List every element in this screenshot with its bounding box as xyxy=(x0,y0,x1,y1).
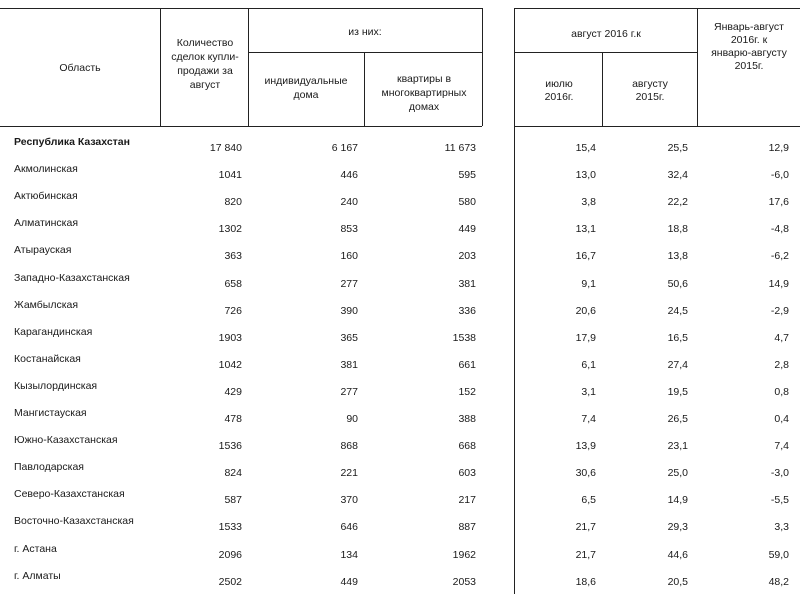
cell-aug: 18,8 xyxy=(667,223,688,235)
cell-aug: 25,0 xyxy=(667,467,688,479)
cell-aug: 50,6 xyxy=(667,278,688,290)
cell-houses: 853 xyxy=(340,223,358,235)
cell-jul: 6,1 xyxy=(581,359,596,371)
cell-ja: -4,8 xyxy=(770,223,789,235)
cell-jul: 7,4 xyxy=(581,413,596,425)
cell-apts: 449 xyxy=(458,223,476,235)
cell-deals: 658 xyxy=(224,278,242,290)
cell-apts: 336 xyxy=(458,305,476,317)
cell-jul: 13,1 xyxy=(575,223,596,235)
cell-houses: 646 xyxy=(340,521,358,533)
cell-houses: 277 xyxy=(340,278,358,290)
cell-ja: 0,4 xyxy=(774,413,789,425)
cell-ja: -6,0 xyxy=(770,169,789,181)
col-divider-deals xyxy=(248,8,249,126)
header-region: Область xyxy=(59,62,101,74)
cell-aug: 44,6 xyxy=(667,549,688,561)
cell-jul: 17,9 xyxy=(575,332,596,344)
cell-houses: 277 xyxy=(340,386,358,398)
header-individual-houses: индивидуальные дома xyxy=(264,75,348,101)
row-region-name: Кызылординская xyxy=(14,380,98,392)
col-divider-july xyxy=(602,52,603,126)
header-bottom-rule-right xyxy=(514,126,800,127)
cell-jul: 9,1 xyxy=(581,278,596,290)
cell-deals: 1041 xyxy=(218,169,242,181)
cell-ja: -2,9 xyxy=(770,305,789,317)
header-top-rule-right xyxy=(514,8,800,9)
cell-apts: 217 xyxy=(458,494,476,506)
cell-houses: 240 xyxy=(340,196,358,208)
cell-aug: 20,5 xyxy=(667,576,688,588)
cell-jul: 13,0 xyxy=(575,169,596,181)
subheader-rule-right xyxy=(514,52,697,53)
cell-jul: 21,7 xyxy=(575,521,596,533)
row-region-name: Карагандинская xyxy=(14,326,93,338)
cell-apts: 580 xyxy=(458,196,476,208)
cell-apts: 1538 xyxy=(452,332,476,344)
cell-deals: 1042 xyxy=(218,359,242,371)
row-region-name: г. Астана xyxy=(14,543,57,555)
cell-jul: 15,4 xyxy=(575,142,596,154)
cell-aug: 16,5 xyxy=(667,332,688,344)
cell-ja: 14,9 xyxy=(768,278,789,290)
cell-deals: 17 840 xyxy=(209,142,242,154)
cell-aug: 24,5 xyxy=(667,305,688,317)
col-divider-region xyxy=(160,8,161,126)
cell-apts: 11 673 xyxy=(444,142,476,154)
cell-aug: 19,5 xyxy=(667,386,688,398)
cell-deals: 1533 xyxy=(218,521,242,533)
header-bottom-rule-left xyxy=(0,126,482,127)
cell-apts: 2053 xyxy=(452,576,476,588)
cell-houses: 381 xyxy=(340,359,358,371)
cell-jul: 3,8 xyxy=(581,196,596,208)
cell-apts: 887 xyxy=(458,521,476,533)
header-apartments: квартиры в многоквартирных домах xyxy=(381,73,467,113)
cell-jul: 13,9 xyxy=(575,440,596,452)
cell-apts: 603 xyxy=(458,467,476,479)
cell-jul: 20,6 xyxy=(575,305,596,317)
cell-jul: 3,1 xyxy=(581,386,596,398)
cell-deals: 587 xyxy=(224,494,242,506)
cell-houses: 390 xyxy=(340,305,358,317)
header-of-them: из них: xyxy=(348,26,382,38)
cell-apts: 661 xyxy=(458,359,476,371)
row-region-name: Северо-Казахстанская xyxy=(14,488,125,500)
cell-ja: 17,6 xyxy=(768,196,789,208)
cell-deals: 820 xyxy=(224,196,242,208)
col-divider-jan-aug xyxy=(697,8,698,126)
cell-ja: 3,3 xyxy=(774,521,789,533)
row-region-name: Восточно-Казахстанская xyxy=(14,515,134,527)
cell-ja: 7,4 xyxy=(774,440,789,452)
cell-houses: 90 xyxy=(346,413,358,425)
cell-houses: 221 xyxy=(340,467,358,479)
header-july-2016: июлю 2016г. xyxy=(544,78,574,103)
cell-houses: 134 xyxy=(340,549,358,561)
cell-apts: 668 xyxy=(458,440,476,452)
cell-apts: 203 xyxy=(458,250,476,262)
cell-aug: 22,2 xyxy=(667,196,688,208)
cell-jul: 6,5 xyxy=(581,494,596,506)
cell-jul: 16,7 xyxy=(575,250,596,262)
cell-jul: 30,6 xyxy=(575,467,596,479)
row-region-name: Западно-Казахстанская xyxy=(14,272,130,284)
cell-ja: 12,9 xyxy=(768,142,789,154)
cell-aug: 26,5 xyxy=(667,413,688,425)
cell-houses: 6 167 xyxy=(331,142,358,154)
cell-ja: -6,2 xyxy=(770,250,789,262)
row-region-name: Жамбылская xyxy=(14,299,79,311)
header-jan-aug: Январь-август 2016г. к январю-августу 2015г. xyxy=(711,21,787,72)
cell-jul: 18,6 xyxy=(575,576,596,588)
cell-deals: 2502 xyxy=(218,576,242,588)
col-divider-houses xyxy=(364,52,365,126)
cell-deals: 429 xyxy=(224,386,242,398)
col-divider-table-start-right xyxy=(514,8,515,594)
cell-houses: 868 xyxy=(340,440,358,452)
cell-deals: 824 xyxy=(224,467,242,479)
row-region-name: Павлодарская xyxy=(14,461,84,473)
row-region-name: Мангистауская xyxy=(14,407,87,419)
cell-deals: 363 xyxy=(224,250,242,262)
row-region-name: Атырауская xyxy=(14,244,72,256)
cell-houses: 370 xyxy=(340,494,358,506)
cell-apts: 381 xyxy=(458,278,476,290)
cell-ja: 59,0 xyxy=(768,549,789,561)
cell-apts: 1962 xyxy=(452,549,476,561)
cell-deals: 1302 xyxy=(218,223,242,235)
cell-aug: 25,5 xyxy=(667,142,688,154)
cell-houses: 160 xyxy=(340,250,358,262)
cell-deals: 1536 xyxy=(218,440,242,452)
cell-apts: 152 xyxy=(458,386,476,398)
header-august-2016: август 2016 г.к xyxy=(571,28,641,40)
cell-aug: 13,8 xyxy=(667,250,688,262)
header-august-2015: августу 2015г. xyxy=(632,78,668,103)
row-region-name: Республика Казахстан xyxy=(14,136,130,148)
cell-ja: 48,2 xyxy=(768,576,789,588)
row-region-name: Южно-Казахстанская xyxy=(14,434,118,446)
cell-aug: 32,4 xyxy=(667,169,688,181)
cell-aug: 27,4 xyxy=(667,359,688,371)
cell-ja: -3,0 xyxy=(770,467,789,479)
cell-apts: 595 xyxy=(458,169,476,181)
cell-aug: 23,1 xyxy=(667,440,688,452)
cell-ja: -5,5 xyxy=(770,494,789,506)
cell-aug: 29,3 xyxy=(667,521,688,533)
header-deals-count: Количество сделок купли-продажи за август xyxy=(171,37,239,91)
cell-houses: 449 xyxy=(340,576,358,588)
cell-jul: 21,7 xyxy=(575,549,596,561)
col-divider-table-end-left xyxy=(482,8,483,126)
cell-ja: 4,7 xyxy=(774,332,789,344)
subheader-rule-left xyxy=(248,52,482,53)
cell-aug: 14,9 xyxy=(667,494,688,506)
row-region-name: Алматинская xyxy=(14,217,79,229)
cell-deals: 2096 xyxy=(218,549,242,561)
row-region-name: Акмолинская xyxy=(14,163,78,175)
cell-ja: 2,8 xyxy=(774,359,789,371)
row-region-name: г. Алматы xyxy=(14,570,61,582)
cell-ja: 0,8 xyxy=(774,386,789,398)
cell-deals: 478 xyxy=(224,413,242,425)
header-top-rule-left xyxy=(0,8,482,9)
cell-apts: 388 xyxy=(458,413,476,425)
row-region-name: Актюбинская xyxy=(14,190,78,202)
cell-deals: 1903 xyxy=(218,332,242,344)
cell-houses: 446 xyxy=(340,169,358,181)
row-region-name: Костанайская xyxy=(14,353,81,365)
cell-deals: 726 xyxy=(224,305,242,317)
cell-houses: 365 xyxy=(340,332,358,344)
